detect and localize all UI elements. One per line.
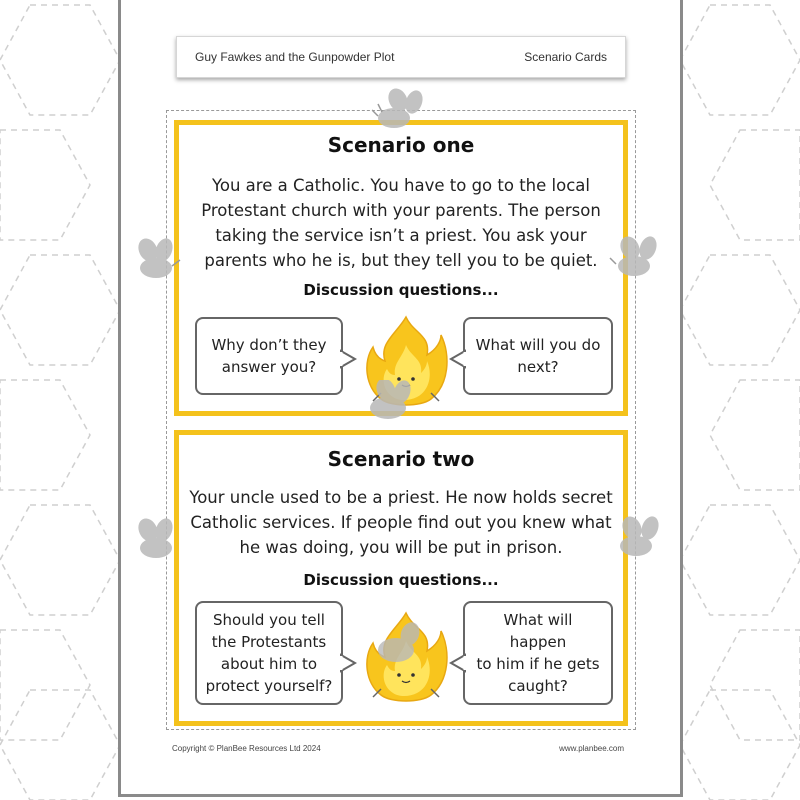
question-line: the Protestants: [211, 633, 327, 651]
speech-tail-icon: [449, 655, 465, 671]
bee-watermark-icon: [608, 236, 664, 282]
question-line: answer you?: [221, 358, 317, 376]
bee-watermark-icon: [128, 238, 184, 284]
bee-watermark-icon: [610, 516, 666, 562]
question-bubble-left: [195, 601, 343, 705]
scenario-line: parents who he is, but they tell you to be quiet.: [204, 251, 598, 270]
speech-tail-icon: [341, 655, 357, 671]
question-line: protect yourself?: [205, 677, 333, 695]
discussion-label: Discussion questions...: [303, 571, 499, 589]
scenario-card-two: [174, 430, 628, 726]
question-line: Why don’t they: [211, 336, 327, 354]
question-line: next?: [517, 358, 559, 376]
question-line: to him if he gets: [476, 655, 600, 673]
question-line: Should you tell: [213, 611, 325, 629]
scenario-title: Scenario two: [327, 447, 475, 471]
worksheet-title: Guy Fawkes and the Gunpowder Plot: [195, 50, 395, 64]
scenario-text: [189, 485, 613, 560]
discussion-label: Discussion questions...: [303, 281, 499, 299]
question-bubble-left: [195, 317, 343, 395]
copyright-text: Copyright © PlanBee Resources Ltd 2024: [172, 744, 321, 753]
scenario-card-one: [174, 120, 628, 416]
scenario-line: You are a Catholic. You have to go to the local: [212, 176, 590, 195]
scenario-line: Catholic services. If people find out you knew what: [190, 513, 612, 532]
bee-watermark-icon: [362, 380, 418, 426]
website-text: www.planbee.com: [559, 744, 624, 753]
scenario-line: he was doing, you will be put in prison.: [239, 538, 563, 557]
question-line: What will happen: [503, 611, 573, 651]
scenario-text: [189, 173, 613, 273]
bee-watermark-icon: [372, 622, 428, 668]
worksheet-section: Scenario Cards: [524, 50, 607, 64]
question-bubble-right: [463, 601, 613, 705]
question-line: caught?: [508, 677, 568, 695]
question-line: What will you do: [475, 336, 601, 354]
speech-tail-icon: [341, 351, 357, 367]
speech-tail-icon: [449, 351, 465, 367]
scenario-line: taking the service isn’t a priest. You ask your: [215, 226, 587, 245]
scenario-title: Scenario one: [327, 133, 475, 157]
bee-watermark-icon: [128, 518, 184, 564]
scenario-line: Your uncle used to be a priest. He now holds secret: [189, 488, 613, 507]
question-bubble-right: [463, 317, 613, 395]
question-line: about him to: [220, 655, 318, 673]
bee-watermark-icon: [372, 88, 428, 134]
scenario-line: Protestant church with your parents. The person: [201, 201, 601, 220]
worksheet-header: [176, 36, 626, 78]
